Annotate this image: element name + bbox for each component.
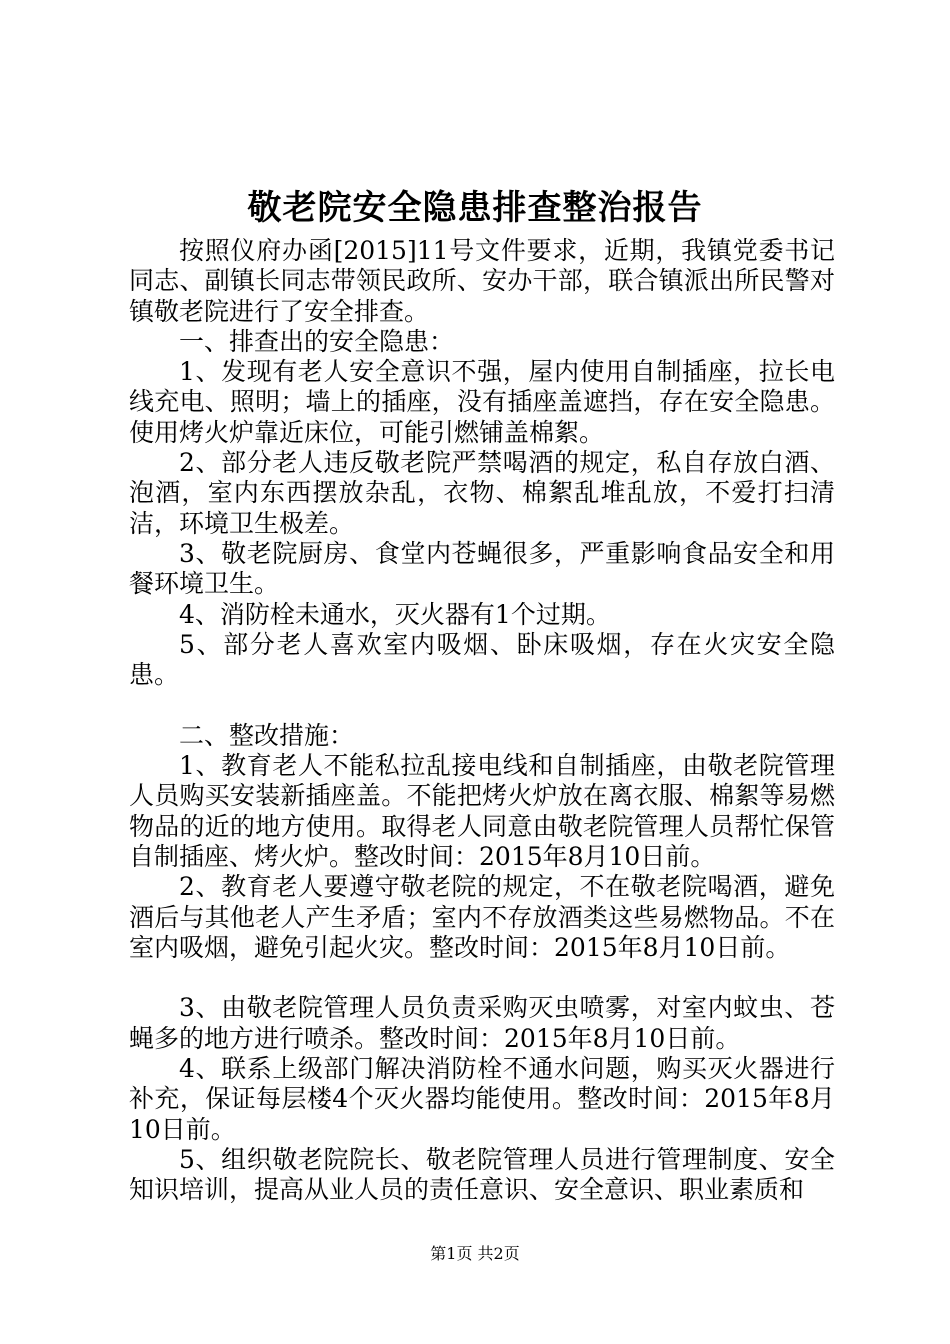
paragraph-hazard-2: 2、部分老人违反敬老院严禁喝酒的规定，私自存放白酒、泡酒，室内东西摆放杂乱，衣物、棉絮乱堆乱放，不爱打扫清洁，环境卫生极差。	[129, 448, 835, 538]
paragraph-measure-3: 3、由敬老院管理人员负责采购灭虫喷雾，对室内蚊虫、苍蝇多的地方进行喷杀。整改时间：2015年8月10日前。	[129, 993, 835, 1053]
paragraph-intro: 按照仪府办函[2015]11号文件要求，近期，我镇党委书记同志、副镇长同志带领民政所、安办干部，联合镇派出所民警对镇敬老院进行了安全排查。	[129, 236, 835, 326]
paragraph-measure-1: 1、教育老人不能私拉乱接电线和自制插座，由敬老院管理人员购买安装新插座盖。不能把烤火炉放在离衣服、棉絮等易燃物品的近的地方使用。取得老人同意由敬老院管理人员帮忙保管自制插座、烤火炉。整改时间：2015年8月10日前。	[129, 751, 835, 871]
paragraph-measure-4: 4、联系上级部门解决消防栓不通水问题，购买灭火器进行补充，保证每层楼4个灭火器均能使用。整改时间：2015年8月10日前。	[129, 1054, 835, 1144]
paragraph-measure-5: 5、组织敬老院院长、敬老院管理人员进行管理制度、安全知识培训，提高从业人员的责任意识、安全意识、职业素质和	[129, 1144, 835, 1205]
section-heading-measures: 二、整改措施：	[179, 720, 355, 750]
section-heading-hazards: 一、排查出的安全隐患：	[179, 326, 455, 356]
blank-line	[129, 690, 835, 720]
document-title: 敬老院安全隐患排查整治报告	[247, 188, 703, 228]
blank-line	[129, 963, 835, 993]
paragraph-hazard-4: 4、消防栓未通水，灭火器有1个过期。	[179, 599, 611, 629]
page-footer: 第1页 共2页	[430, 1244, 520, 1263]
paragraph-hazard-3: 3、敬老院厨房、食堂内苍蝇很多，严重影响食品安全和用餐环境卫生。	[129, 538, 835, 599]
document-body	[129, 236, 835, 1206]
paragraph-measure-2: 2、教育老人要遵守敬老院的规定，不在敬老院喝酒，避免酒后与其他老人产生矛盾；室内不存放酒类这些易燃物品。不在室内吸烟，避免引起火灾。整改时间：2015年8月10日前。	[129, 872, 835, 962]
paragraph-hazard-5: 5、部分老人喜欢室内吸烟、卧床吸烟，存在火灾安全隐患。	[129, 629, 835, 690]
paragraph-hazard-1: 1、发现有老人安全意识不强，屋内使用自制插座，拉长电线充电、照明；墙上的插座，没有插座盖遮挡，存在安全隐患。使用烤火炉靠近床位，可能引燃铺盖棉絮。	[129, 357, 835, 447]
